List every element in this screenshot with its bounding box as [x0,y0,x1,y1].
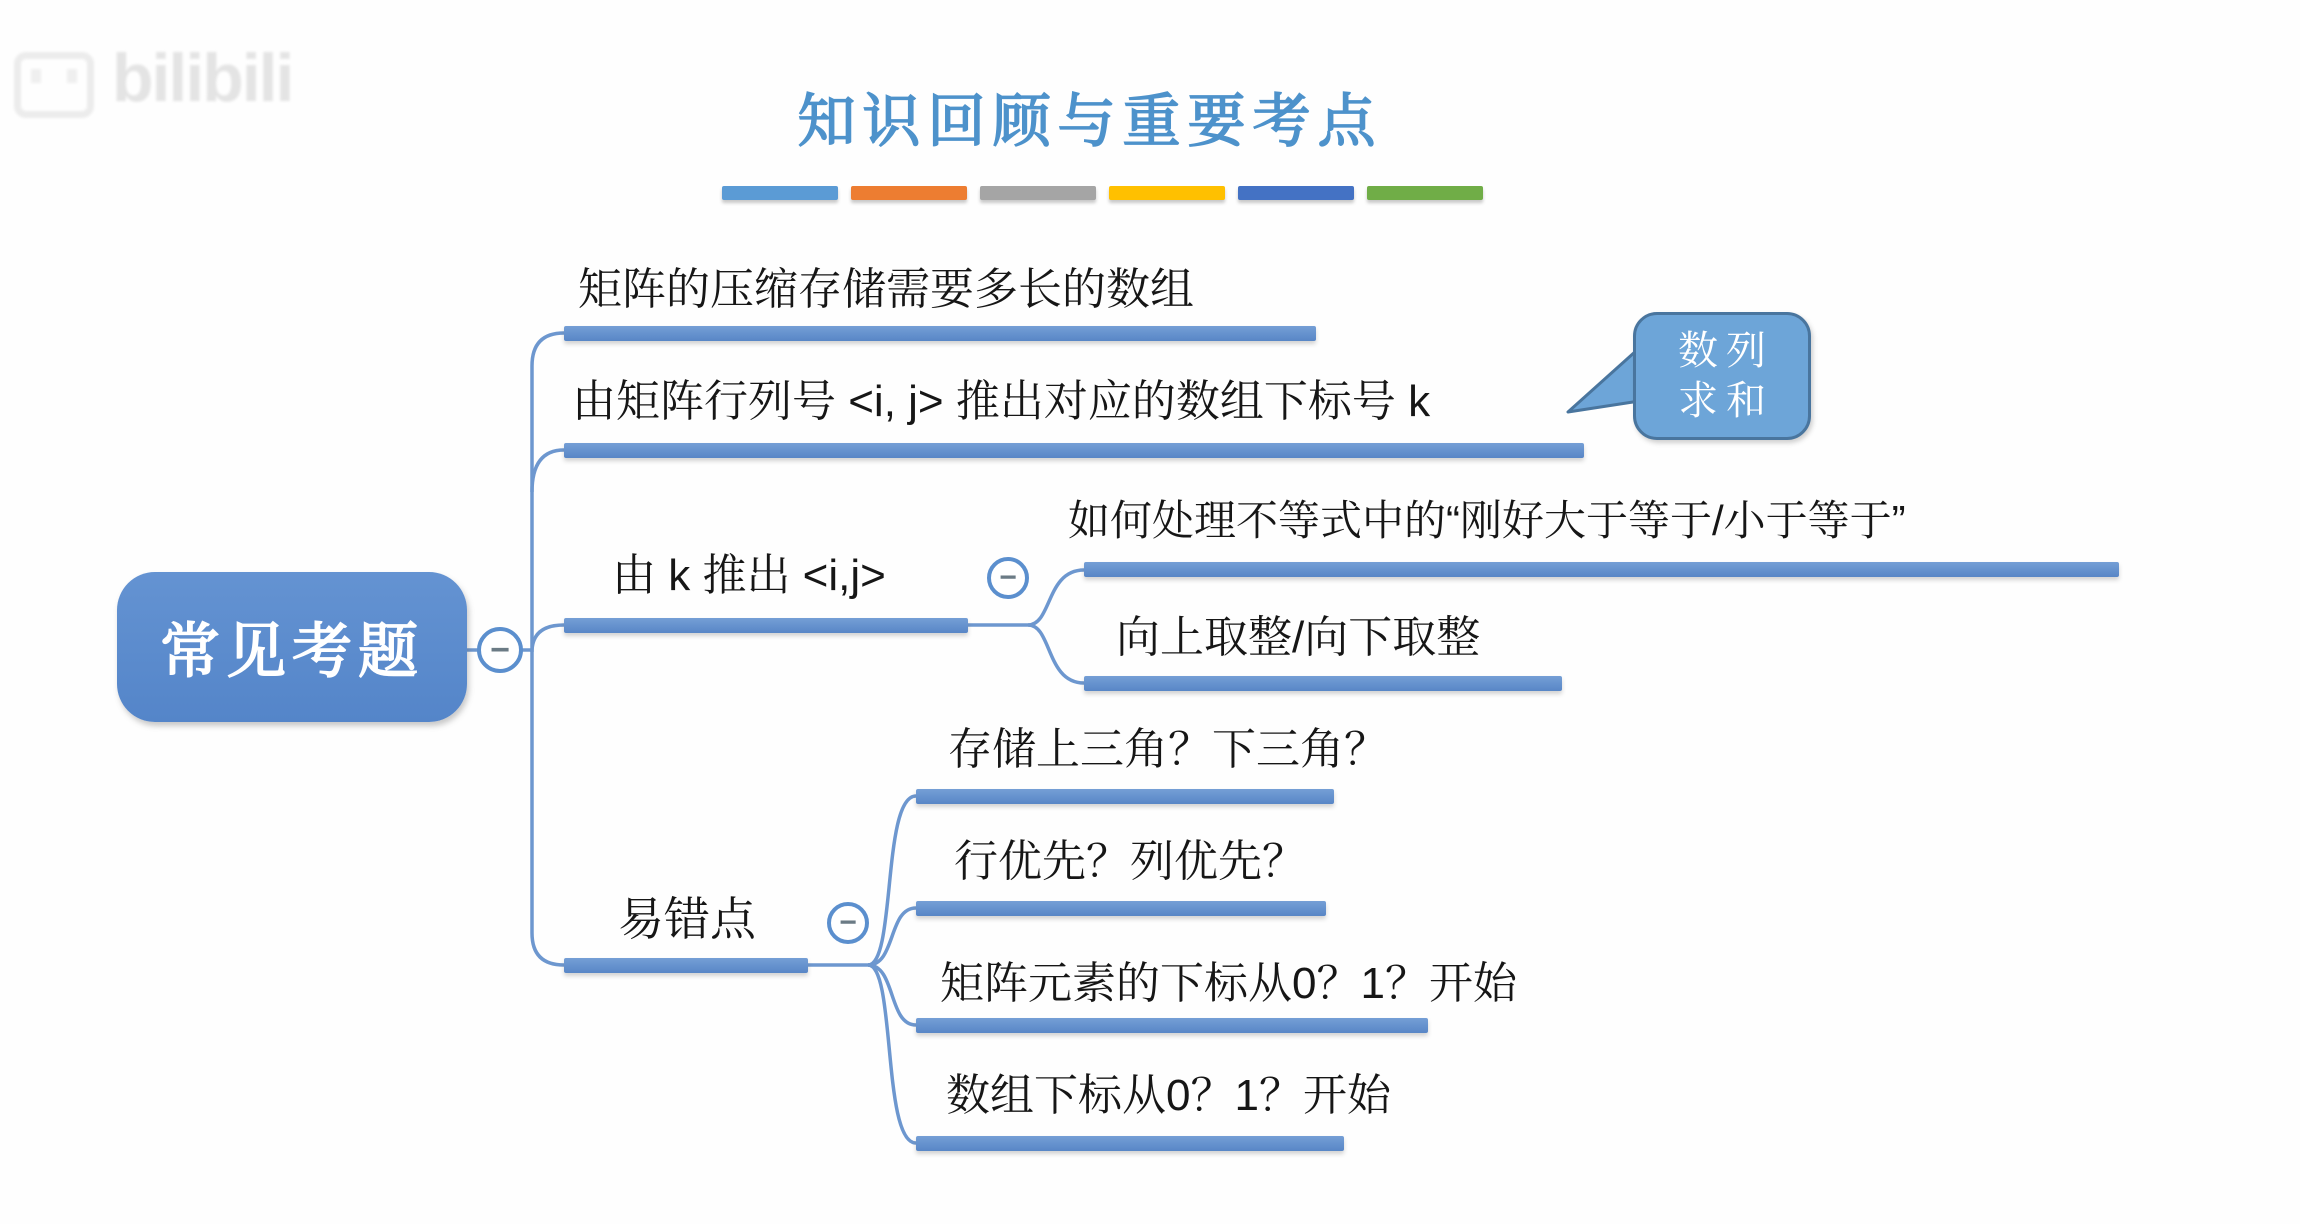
callout-line-1: 数列 [1678,329,1774,373]
branch3-topic[interactable]: 由 k 推出 <i,j> [612,551,886,600]
branch4-child3-bar [916,1018,1428,1033]
branch4-child4-topic[interactable]: 数组下标从0？1？开始 [946,1071,1391,1120]
branch3-child2-bar [1084,676,1562,691]
branch4-topic[interactable]: 易错点 [618,893,756,945]
branch3-bar [564,618,968,633]
root-topic-label: 常见考题 [160,618,424,685]
branch4-to-child3 [868,965,916,1025]
branch3-to-child2 [1028,625,1084,683]
branch4-bar [564,958,808,973]
callout-bubble[interactable] [1633,312,1811,440]
branch4-child2-bar [916,901,1326,916]
branch3-to-child1 [1028,570,1084,625]
trunk-to-branch1 [532,333,564,650]
branch4-child1-topic[interactable]: 存储上三角？下三角？ [948,725,1388,774]
callout-line-2: 求和 [1678,379,1774,423]
branch4-child2-topic[interactable]: 行优先？列优先？ [954,837,1306,886]
root-topic[interactable] [117,572,467,722]
branch3-child1-bar [1084,562,2119,577]
branch3-child2-topic[interactable]: 向上取整/向下取整 [1116,613,1481,662]
trunk-to-branch4 [532,650,564,965]
branch4-child3-topic[interactable]: 矩阵元素的下标从0？1？开始 [940,959,1517,1008]
branch2-bar [564,443,1584,458]
branch4-child4-bar [916,1136,1344,1151]
branch3-child1-topic[interactable]: 如何处理不等式中的“刚好大于等于/小于等于” [1068,497,1906,544]
trunk-to-branch2 [532,450,564,492]
trunk-to-branch3 [532,625,564,652]
branch4-child1-bar [916,789,1334,804]
bilibili-wordmark: bilibili [112,40,293,116]
collapse-button-branch3[interactable]: − [987,557,1029,599]
branch4-to-child2 [868,908,916,965]
collapse-button-branch4[interactable]: − [827,902,869,944]
branch2-topic[interactable]: 由矩阵行列号 <i, j> 推出对应的数组下标号 k [572,377,1431,426]
branch1-bar [564,326,1316,341]
branch1-topic[interactable]: 矩阵的压缩存储需要多长的数组 [578,265,1194,314]
collapse-button-root[interactable]: − [477,627,523,673]
page-title: 知识回顾与重要考点 [797,87,1383,155]
